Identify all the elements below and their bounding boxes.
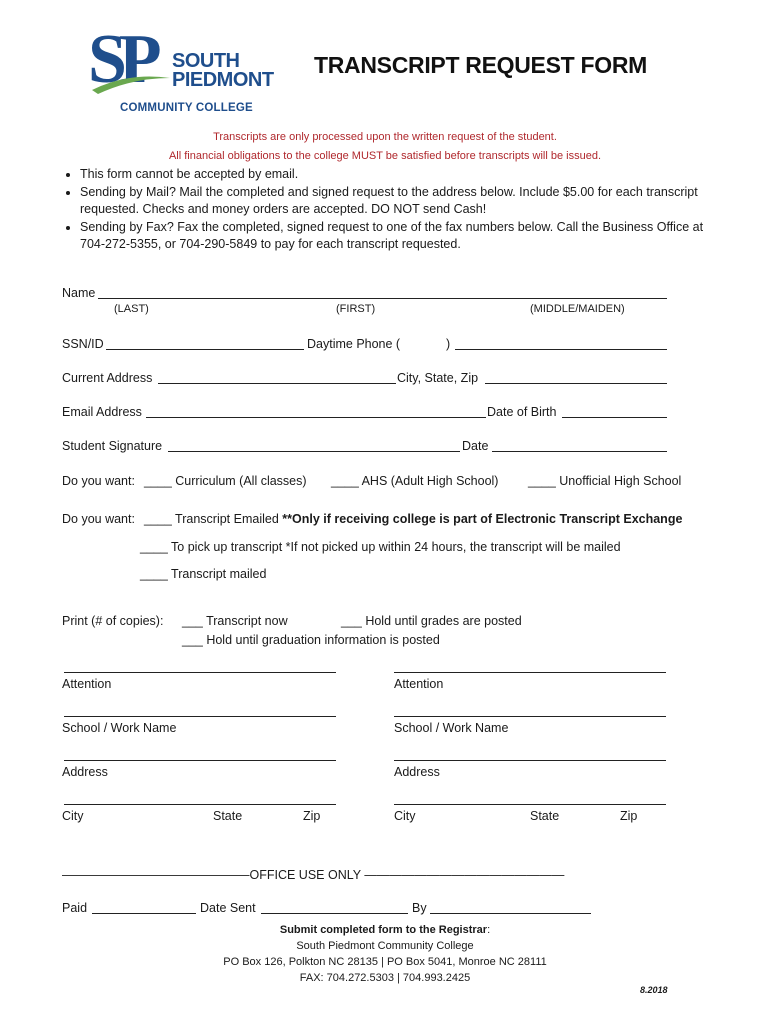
first-name-caption: (FIRST)	[336, 303, 376, 315]
option-transcript-now[interactable]: ___ Transcript now	[182, 614, 288, 628]
email-label: Email Address	[62, 405, 142, 419]
instruction-fax: • Sending by Fax? Fax the completed, signed request to one of the fax numbers below. Call the Business Office at 704-272-5355, or 704-290-5849 to pay for each transcript requested.	[80, 219, 720, 254]
address-label-left: Address	[62, 765, 108, 779]
office-use-heading: ———————————————OFFICE USE ONLY ————————————————	[62, 868, 565, 882]
attention-label-left: Attention	[62, 677, 112, 691]
by-field[interactable]	[430, 913, 591, 914]
submit-label: Submit completed form to the Registrar	[279, 924, 488, 936]
attention-field-right[interactable]	[394, 672, 666, 673]
form-version: 8.2018	[640, 985, 668, 995]
ssn-field[interactable]	[106, 349, 304, 350]
instruction-mail: • Sending by Mail? Mail the completed and signed request to the address below. Include $5.00 for each transcript requested. Checks and money orders are accepted. DO NOT send Cash!	[80, 184, 720, 219]
option-curriculum[interactable]: ____ Curriculum (All classes)	[144, 474, 307, 488]
zip-label-left: Zip	[303, 809, 321, 823]
address-field[interactable]	[158, 383, 396, 384]
zip-label-right: Zip	[620, 809, 638, 823]
signature-field[interactable]	[168, 451, 460, 452]
ssn-label: SSN/ID	[62, 337, 104, 351]
date-label: Date	[462, 439, 489, 453]
want-delivery-label: Do you want:	[62, 512, 135, 526]
phone-label: Daytime Phone (	[307, 337, 401, 351]
option-pick-up[interactable]: ____ To pick up transcript *If not picked up within 24 hours, the transcript will be mailed	[140, 540, 621, 554]
logo-line-south: SOUTH	[172, 50, 240, 72]
state-label-right: State	[530, 809, 560, 823]
city-field-left[interactable]	[64, 804, 336, 805]
school-label-right: School / Work Name	[394, 721, 509, 735]
dob-label: Date of Birth	[487, 405, 557, 419]
option-transcript-emailed-label: ____ Transcript Emailed	[144, 512, 279, 526]
option-hold-graduation[interactable]: ___ Hold until graduation information is posted	[182, 633, 440, 647]
phone-field[interactable]	[455, 349, 667, 350]
print-copies-label: Print (# of copies):	[62, 614, 164, 628]
city-state-zip-field[interactable]	[485, 383, 667, 384]
school-field-right[interactable]	[394, 716, 666, 717]
option-ahs[interactable]: ____ AHS (Adult High School)	[331, 474, 499, 488]
mailing-addresses: PO Box 126, Polkton NC 28135 | PO Box 5041, Monroe NC 28111	[223, 956, 547, 968]
option-unofficial-high-school[interactable]: ____ Unofficial High School	[528, 474, 682, 488]
submit-colon: :	[487, 924, 491, 936]
name-field[interactable]	[98, 298, 667, 299]
date-sent-field[interactable]	[261, 913, 408, 914]
submit-instruction	[0, 922, 770, 938]
notice-line-2: All financial obligations to the college MUST be satisfied before transcripts will be issued.	[168, 150, 602, 162]
notice-line-1: Transcripts are only processed upon the written request of the student.	[213, 131, 557, 143]
address-field-left[interactable]	[64, 760, 336, 761]
dob-field[interactable]	[562, 417, 667, 418]
city-label-right: City	[394, 809, 416, 823]
attention-label-right: Attention	[394, 677, 444, 691]
logo-line-piedmont: PIEDMONT	[172, 69, 274, 91]
paid-field[interactable]	[92, 913, 196, 914]
want-type-label: Do you want:	[62, 474, 135, 488]
email-field[interactable]	[146, 417, 486, 418]
option-hold-grades[interactable]: ___ Hold until grades are posted	[341, 614, 522, 628]
school-label-left: School / Work Name	[62, 721, 177, 735]
state-label-left: State	[213, 809, 243, 823]
logo-line-community-college: COMMUNITY COLLEGE	[120, 102, 253, 114]
instruction-email: • This form cannot be accepted by email.	[80, 166, 720, 184]
address-label-right: Address	[394, 765, 440, 779]
city-field-right[interactable]	[394, 804, 666, 805]
option-transcript-mailed[interactable]: ____ Transcript mailed	[140, 567, 267, 581]
middle-name-caption: (MIDDLE/MAIDEN)	[530, 303, 625, 315]
logo-wordmark	[172, 52, 274, 90]
fax-numbers: FAX: 704.272.5303 | 704.993.2425	[299, 972, 471, 984]
college-name: South Piedmont Community College	[296, 940, 474, 952]
svg-text:SP: SP	[88, 21, 154, 98]
paid-label: Paid	[62, 901, 88, 915]
option-transcript-emailed[interactable]	[144, 512, 682, 526]
instruction-list	[62, 166, 720, 254]
form-title: TRANSCRIPT REQUEST FORM	[314, 52, 647, 78]
city-label-left: City	[62, 809, 84, 823]
address-label: Current Address	[62, 371, 153, 385]
last-name-caption: (LAST)	[114, 303, 149, 315]
address-field-right[interactable]	[394, 760, 666, 761]
attention-field-left[interactable]	[64, 672, 336, 673]
signature-label: Student Signature	[62, 439, 163, 453]
city-state-zip-label: City, State, Zip	[397, 371, 479, 385]
name-label: Name	[62, 286, 96, 300]
phone-paren-close: )	[446, 337, 451, 351]
date-sent-label: Date Sent	[200, 901, 256, 915]
sp-logo-mark-icon	[88, 20, 172, 98]
electronic-exchange-note: **Only if receiving college is part of Electronic Transcript Exchange	[282, 512, 683, 526]
school-field-left[interactable]	[64, 716, 336, 717]
date-field[interactable]	[492, 451, 667, 452]
by-label: By	[412, 901, 427, 915]
